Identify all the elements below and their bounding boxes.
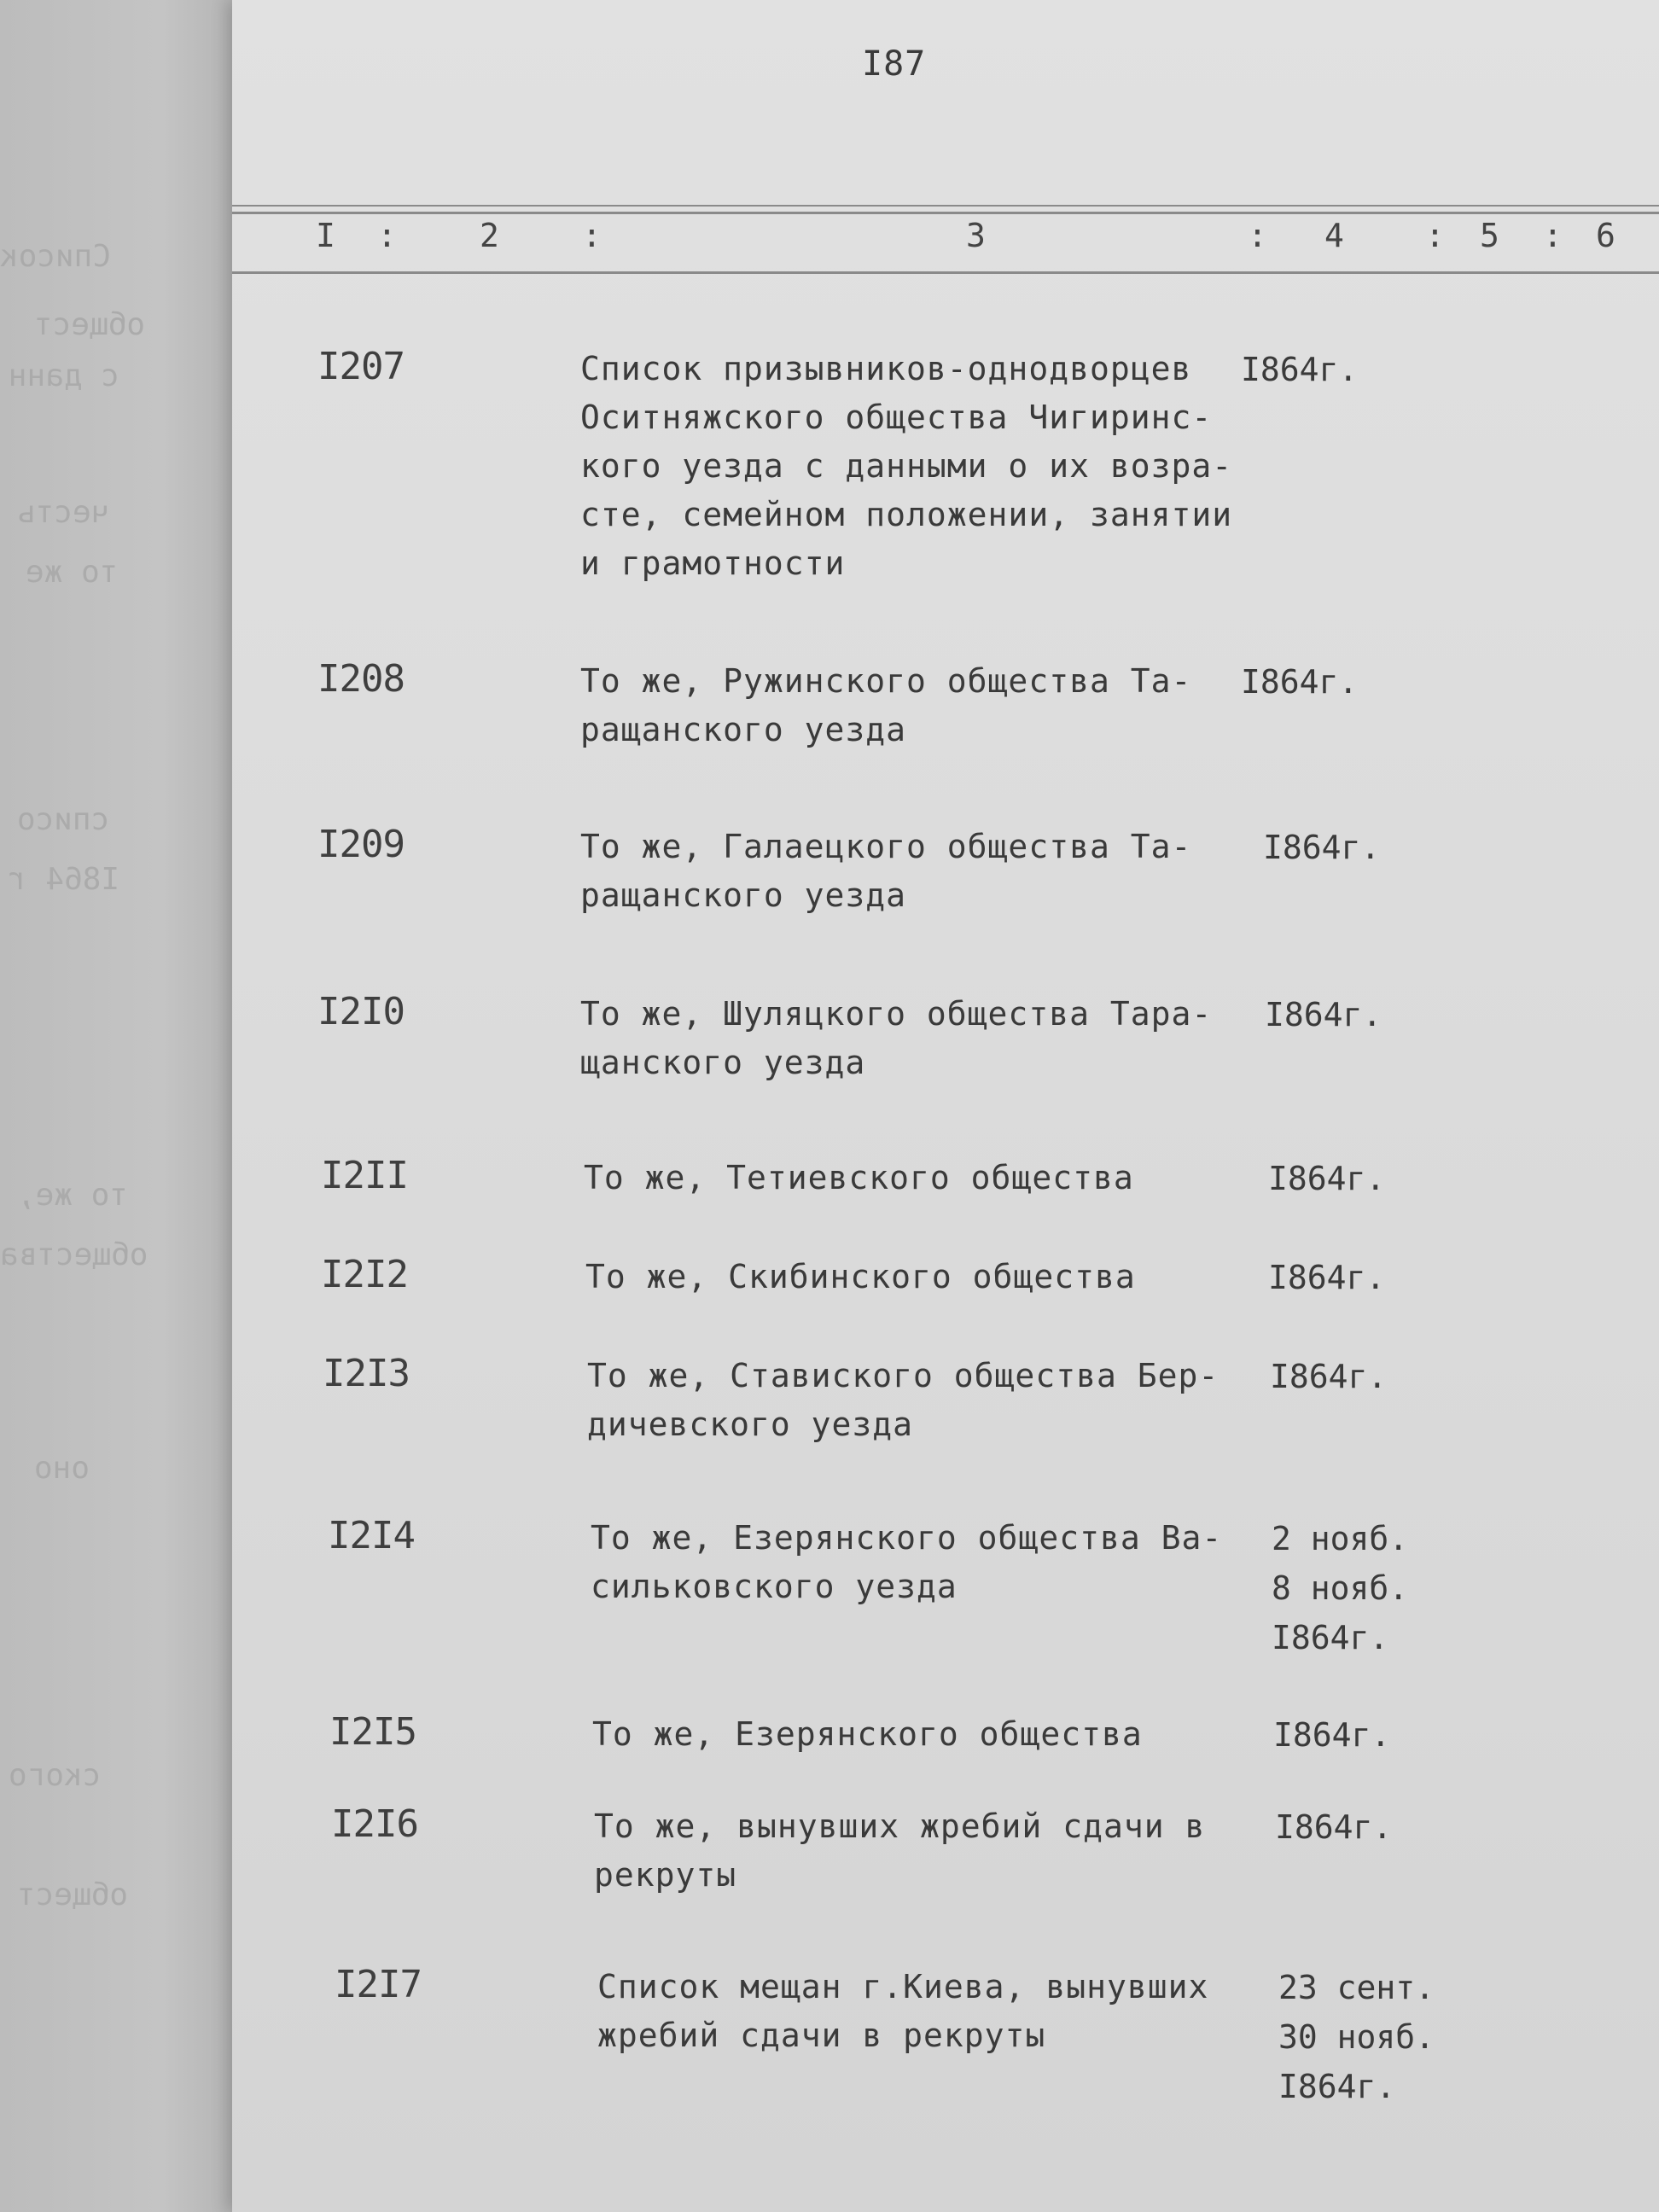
record-date: 2 нояб. 8 нояб. I864г. [1272, 1520, 1409, 1656]
record-date: I864г. [1268, 1259, 1386, 1296]
record-number: I209 [317, 823, 405, 866]
record-description: То же, Ружинского общества Та- ращанского уезда [580, 662, 1192, 748]
column-header-6: 6 [1596, 217, 1615, 254]
column-header-2: 2 [480, 217, 499, 254]
record-number: I2I7 [335, 1963, 422, 2006]
record-number: I2I2 [321, 1253, 408, 1296]
record-number: I2I3 [323, 1352, 410, 1395]
header-rule-top-inner [232, 212, 1659, 214]
record-description: То же, Ставиского общества Бер- дичевского уезда [587, 1357, 1220, 1443]
record-date: I864г. [1241, 663, 1359, 701]
column-header-3: 3 [966, 217, 986, 254]
column-separator: : [582, 217, 602, 254]
record-description: Список мещан г.Киева, вынувших жребий сдачи в рекруты [597, 1968, 1209, 2054]
record-description: То же, Скибинского общества [585, 1258, 1136, 1295]
record-number: I2I5 [329, 1710, 416, 1754]
record-date: I864г. [1263, 829, 1381, 866]
record-date: I864г. [1270, 1358, 1388, 1395]
record-number: I2I4 [328, 1514, 415, 1557]
column-separator: : [1543, 217, 1563, 254]
column-separator: : [1425, 217, 1445, 254]
facing-page-bleed-through [0, 0, 232, 2212]
record-date: I864г. [1241, 351, 1359, 388]
record-description: То же, Шуляцкого общества Тара- щанского уезда [580, 995, 1213, 1081]
bleed-text: оно [34, 1451, 90, 1486]
record-date: I864г. [1265, 996, 1382, 1033]
record-description: То же, Езерянского общества [592, 1715, 1143, 1753]
bleed-text: то же, [17, 1178, 129, 1213]
bleed-text: Список [0, 239, 112, 274]
bleed-text: общест [34, 307, 146, 342]
record-description: То же, Галаецкого общества Та- ращанского уезда [580, 828, 1192, 914]
column-separator: : [1248, 217, 1267, 254]
bleed-text: с данн [9, 358, 120, 393]
record-date: I864г. [1273, 1716, 1391, 1754]
record-date: I864г. [1275, 1808, 1393, 1846]
header-rule-bottom [232, 271, 1659, 274]
record-description: То же, Езерянского общества Ва- сильковского уезда [591, 1519, 1223, 1605]
record-description: То же, вынувших жребий сдачи в рекруты [594, 1807, 1206, 1894]
record-number: I2II [321, 1154, 408, 1197]
bleed-text: ского [9, 1758, 102, 1793]
bleed-text: списо [17, 802, 110, 837]
page-number: I87 [862, 44, 927, 84]
record-number: I208 [317, 657, 405, 701]
record-number: I207 [317, 345, 405, 388]
column-separator: : [377, 217, 397, 254]
record-description: То же, Тетиевского общества [584, 1159, 1134, 1196]
bleed-text: честь [17, 495, 110, 530]
bleed-text: то же [26, 555, 119, 590]
header-rule-top [232, 205, 1659, 207]
record-description: Список призывников-однодворцев Оситняжского общества Чигиринс- кого уезда с данными о их возра- сте, семейном положении, занятии и грамотности [580, 350, 1233, 582]
record-number: I2I6 [331, 1802, 418, 1846]
bleed-text: общества [0, 1237, 148, 1272]
column-header-1: I [316, 217, 335, 254]
record-date: I864г. [1268, 1160, 1386, 1197]
document-page [232, 0, 1659, 2212]
column-header-4: 4 [1324, 217, 1344, 254]
record-number: I2I0 [317, 990, 405, 1033]
column-header-5: 5 [1480, 217, 1499, 254]
bleed-text: I864 r [9, 862, 120, 897]
bleed-text: общест [17, 1877, 129, 1912]
record-date: 23 сент. 30 нояб. I864г. [1278, 1969, 1435, 2105]
